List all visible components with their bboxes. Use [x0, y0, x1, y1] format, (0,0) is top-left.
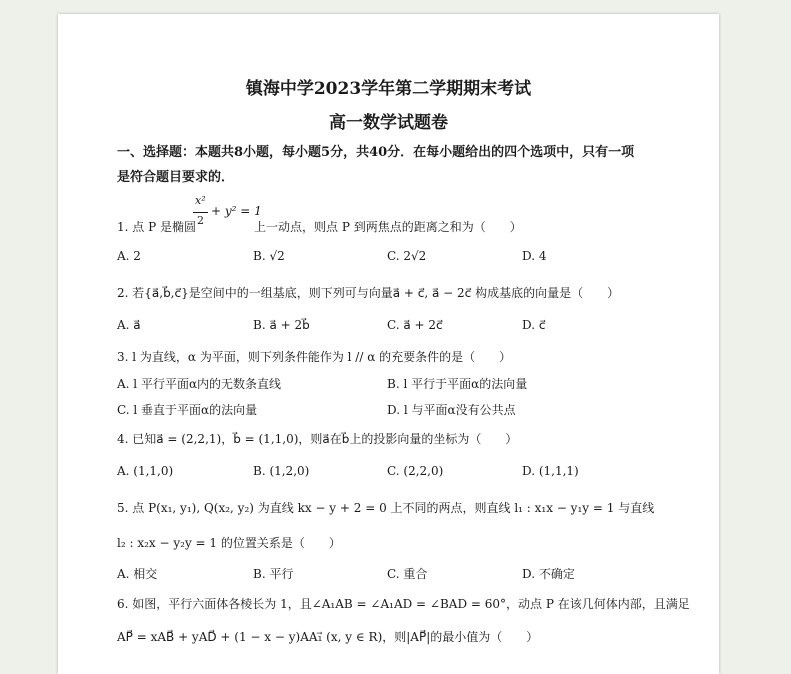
question-1-pre: 1. 点 P 是椭圆: [117, 220, 196, 234]
question-5-option-a: A. 相交: [117, 567, 158, 581]
question-1-option-a: A. 2: [117, 249, 141, 263]
question-4-option-d: D. (1,1,1): [522, 464, 579, 478]
question-1-post: 上一动点，则点 P 到两焦点的距离之和为（ ）: [254, 220, 522, 234]
question-2-text: 2. 若{a⃗,b⃗,c⃗}是空间中的一组基底，则下列可与向量a⃗ + c⃗, a⃗ − 2c⃗ 构成基底的向量是（ ）: [117, 286, 620, 300]
question-2-option-c: C. a⃗ + 2c⃗: [387, 318, 443, 332]
question-1-option-d: D. 4: [522, 249, 547, 263]
question-4-option-c: C. (2,2,0): [387, 464, 444, 478]
section-instruction-line2: 是符合题目要求的．: [117, 170, 235, 185]
question-5-line2: l₂ : x₂x − y₂y = 1 的位置关系是（ ）: [117, 536, 341, 550]
question-1-frac-num: x²: [195, 194, 206, 207]
question-1-option-b: B. √2: [253, 249, 285, 263]
question-1-frac-line: [193, 212, 208, 213]
question-1-frac-den: 2: [197, 214, 204, 227]
question-5-line1: 5. 点 P(x₁, y₁), Q(x₂, y₂) 为直线 kx − y + 2 = 0 上不同的两点，则直线 l₁ : x₁x − y₁y = 1 与直线: [117, 501, 655, 515]
question-4-option-a: A. (1,1,0): [117, 464, 174, 478]
question-3-option-d: D. l 与平面α没有公共点: [387, 403, 516, 417]
question-3-option-b: B. l 平行于平面α的法向量: [387, 377, 528, 391]
question-2-option-a: A. a⃗: [117, 318, 141, 332]
question-3-option-c: C. l 垂直于平面α的法向量: [117, 403, 258, 417]
question-3-option-a: A. l 平行平面α内的无数条直线: [117, 377, 282, 391]
question-4-option-b: B. (1,2,0): [253, 464, 310, 478]
question-5-option-b: B. 平行: [253, 567, 294, 581]
section-instruction-line1: 一、选择题：本题共8小题，每小题5分，共40分．在每小题给出的四个选项中，只有一项: [117, 145, 635, 160]
question-3-text: 3. l 为直线，α 为平面，则下列条件能作为 l // α 的充要条件的是（ ）: [117, 350, 512, 364]
question-6-line2: AP⃗ = xAB⃗ + yAD⃗ + (1 − x − y)AA₁⃗ (x, y ∈ R)，则|AP⃗|的最小值为（ ）: [117, 630, 539, 644]
exam-page: [58, 14, 719, 674]
exam-subtitle: 高一数学试题卷: [329, 113, 448, 133]
question-2-option-d: D. c⃗: [522, 318, 546, 332]
exam-title: 镇海中学2023学年第二学期期末考试: [245, 79, 532, 99]
question-5-option-d: D. 不确定: [522, 567, 575, 581]
question-6-line1: 6. 如图，平行六面体各棱长为 1，且∠A₁AB = ∠A₁AD = ∠BAD = 60°，动点 P 在该几何体内部，且满足: [117, 597, 690, 611]
question-1-formula: + y² = 1: [211, 204, 262, 218]
question-1-option-c: C. 2√2: [387, 249, 427, 263]
question-5-option-c: C. 重合: [387, 567, 428, 581]
question-2-option-b: B. a⃗ + 2b⃗: [253, 318, 310, 332]
question-4-text: 4. 已知a⃗ = (2,2,1)，b⃗ = (1,1,0)，则a⃗在b⃗上的投影向量的坐标为（ ）: [117, 432, 518, 446]
